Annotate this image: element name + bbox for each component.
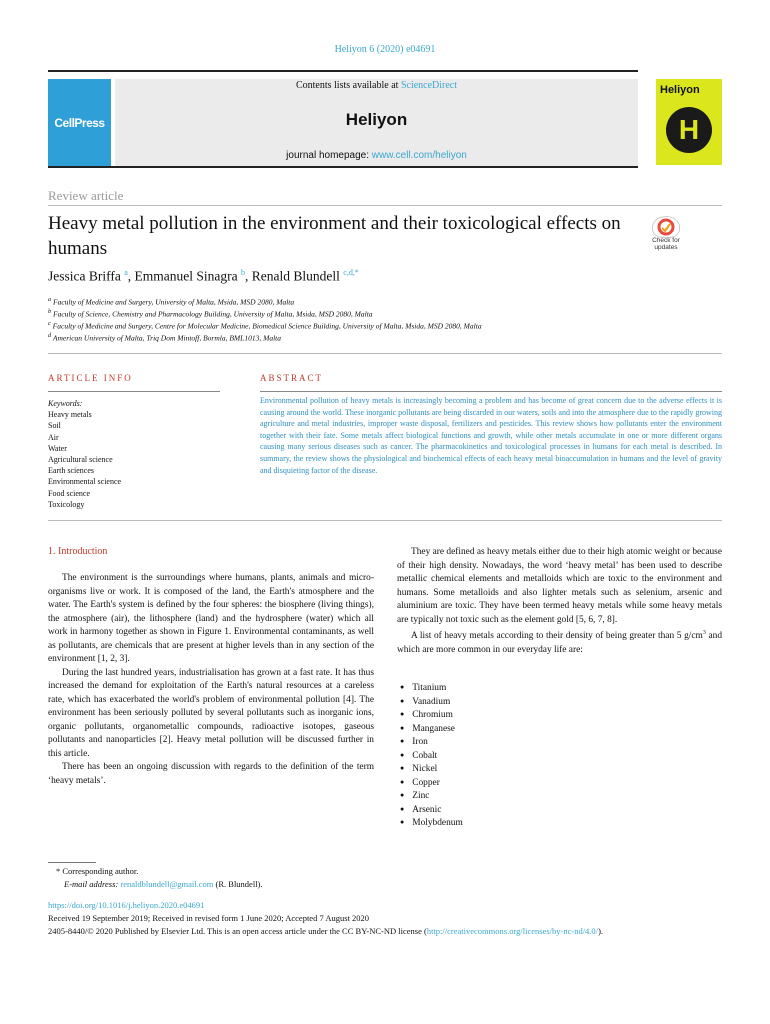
keywords-label: Keywords:	[48, 399, 83, 408]
paragraph: There has been an ongoing discussion with regards to the definition of the term ‘heavy metals’.	[48, 762, 374, 786]
divider	[260, 391, 722, 392]
banner-top-rule	[48, 70, 638, 72]
contents-line	[115, 80, 638, 91]
cover-title: Heliyon	[660, 84, 700, 96]
affiliation: $^b$ Faculty of Science, Chemistry and Pharmacology Building, University of Malta, Msida, MSD 2080, Malta	[48, 308, 373, 319]
keyword: Food science	[48, 488, 90, 498]
author-sup: a	[124, 268, 128, 277]
keyword: Water	[48, 443, 67, 453]
check-updates-label[interactable]: Check for updates	[652, 237, 680, 251]
affiliation: $^c$ Faculty of Medicine and Surgery, Centre for Molecular Medicine, Biomedical Science Building, University of Malta, Msida, MSD 2080, Malta	[48, 320, 482, 331]
keyword: Heavy metals	[48, 410, 92, 420]
article-title: Heavy metal pollution in the environment and their toxicological effects on humans	[48, 213, 621, 259]
contents-prefix: Contents lists available at	[295, 80, 401, 91]
keyword: Agricultural science	[48, 455, 113, 465]
keyword: Soil	[48, 421, 61, 431]
received-dates: Received 19 September 2019; Received in revised form 1 June 2020; Accepted 7 August 2020	[48, 913, 370, 923]
author-name[interactable]: Renald Blundell	[251, 268, 340, 284]
list-item: ● Chromium	[400, 709, 463, 723]
paragraph: During the last hundred years, industrialisation has grown at a fast rate. It has thus increased the demand for exploitation of the Earth's natural resources at a careless rate, which has exacerbated the world's problem of environmental pollution [4]. The environment has been seriously polluted by several pollutants such as inorganic ions, organic pollutants, organometallic compounds, radioactive isotopes, gaseous pollutants and nanoparticles [2]. Heavy metal pollution will be discussed further in this article.	[48, 667, 374, 759]
homepage-prefix: journal homepage:	[286, 150, 372, 161]
homepage-link[interactable]: www.cell.com/heliyon	[371, 150, 467, 161]
author-sup: c,d,*	[343, 268, 359, 277]
paragraph: They are defined as heavy metals either due to their high atomic weight or because of their high density. Nowadays, the word ‘heavy metal’ has been used to describe metallic chemical elements and metalloids which are toxic to the environment and humans. Some metalloids and also lighter metals such as selenium, arsenic and aluminium are toxic. They have been termed heavy metals while some heavy metals are typically not toxic such as the element gold [5, 6, 7, 8].	[397, 547, 722, 625]
email-line: E-mail address: renaldblundell@gmail.com (R. Blundell).	[64, 879, 263, 889]
list-item: ● Arsenic	[400, 804, 463, 818]
list-item: ● Zinc	[400, 790, 463, 804]
journal-citation: Heliyon 6 (2020) e04691	[334, 44, 436, 55]
divider	[48, 205, 722, 206]
license-link[interactable]: http://creativecommons.org/licenses/by-nc-nd/4.0/	[426, 926, 599, 936]
footnote-rule	[48, 862, 96, 863]
left-column	[48, 572, 374, 788]
keywords-block	[48, 398, 121, 510]
paragraph: The environment is the surroundings where humans, plants, animals and micro-organisms live or work. It is composed of the land, the Earth's atmosphere and the water. The Earth's system is defined by the four spheres: the biosphere (living things), the atmosphere (air), the lithosphere (land) and the hydrosphere (water) which all work in harmony together as shown in Figure 1. Environmental contaminants, as well as pollutants, are chemicals that are present at higher levels than in any section of the environment [1, 2, 3].	[48, 573, 374, 664]
author-sup: b	[241, 268, 246, 277]
keyword: Toxicology	[48, 499, 85, 509]
keyword: Earth sciences	[48, 466, 94, 476]
article-type: Review article	[48, 188, 124, 203]
list-item: ● Copper	[400, 777, 463, 791]
divider	[48, 520, 722, 521]
list-item: ● Titanium	[400, 682, 463, 696]
corresponding-author: * Corresponding author.	[56, 866, 139, 876]
keyword: Environmental science	[48, 477, 122, 487]
list-item: ● Vanadium	[400, 696, 463, 710]
license-line: 2405-8440/© 2020 Published by Elsevier Ltd. This is an open access article under the CC BY-NC-ND license (http://creativecommons.org/licenses/by-nc-nd/4.0/).	[48, 926, 604, 936]
affiliation: $^a$ Faculty of Medicine and Surgery, University of Malta, Msida, MSD 2080, Malta	[48, 296, 295, 307]
author-name[interactable]: Emmanuel Sinagra	[134, 268, 238, 284]
list-item: ● Manganese	[400, 723, 463, 737]
cellpress-logo[interactable]: CellPress	[48, 79, 111, 166]
abstract-heading: ABSTRACT	[260, 373, 324, 383]
keyword: Air	[48, 432, 59, 442]
check-updates-icon[interactable]	[652, 216, 680, 238]
email-link[interactable]: renaldblundell@gmail.com	[120, 879, 214, 889]
journal-homepage	[115, 150, 638, 161]
sciencedirect-link[interactable]: ScienceDirect	[400, 80, 458, 91]
journal-title: Heliyon	[345, 110, 408, 129]
cover-logo-icon: H	[666, 107, 712, 153]
paragraph: A list of heavy metals according to their density of being greater than 5 $g/cm^3$ and which are more common in our everyday life are:	[397, 630, 723, 655]
banner-bottom-rule	[48, 166, 638, 168]
divider	[48, 391, 220, 392]
author-name[interactable]: Jessica Briffa	[48, 268, 121, 284]
list-item: ● Nickel	[400, 763, 463, 777]
list-item: ● Cobalt	[400, 750, 463, 764]
abstract-text: Environmental pollution of heavy metals is increasingly becoming a problem and has become of great concern due to the adverse effects it is causing around the world. These inorganic pollutants are being discarded in our waters, soils and into the atmosphere due to the rapidly growing agriculture and metal industries, improper waste disposal, fertilizers and pesticides. This review shows how pollutants enter the environment together with their fate. Some metals affect biological functions and growth, while other metals accumulate in one or more different organs causing many serious diseases such as cancer. The pharmacokinetics and toxicological processes in humans for each metal is described. In summary, the review shows the physiological and biochemical effects of each heavy metal bioaccumulation in humans and the level of gravity and disquieting factor of the disease.	[260, 396, 722, 475]
doi-link[interactable]: https://doi.org/10.1016/j.heliyon.2020.e04691	[48, 900, 205, 910]
metal-list	[400, 682, 463, 831]
affiliation: $^d$ American University of Malta, Triq Dom Mintoff, Bormla, BML1013, Malta	[48, 332, 281, 343]
divider	[48, 353, 722, 354]
section-heading: 1. Introduction	[48, 546, 108, 557]
right-column	[397, 546, 722, 657]
list-item: ● Iron	[400, 736, 463, 750]
article-info-heading: ARTICLE INFO	[48, 373, 133, 383]
list-item: ● Molybdenum	[400, 817, 463, 831]
author-list: Jessica Briffa $^a$, Emmanuel Sinagra $^b$, Renald Blundell $^{c,d,*}$	[48, 268, 359, 284]
